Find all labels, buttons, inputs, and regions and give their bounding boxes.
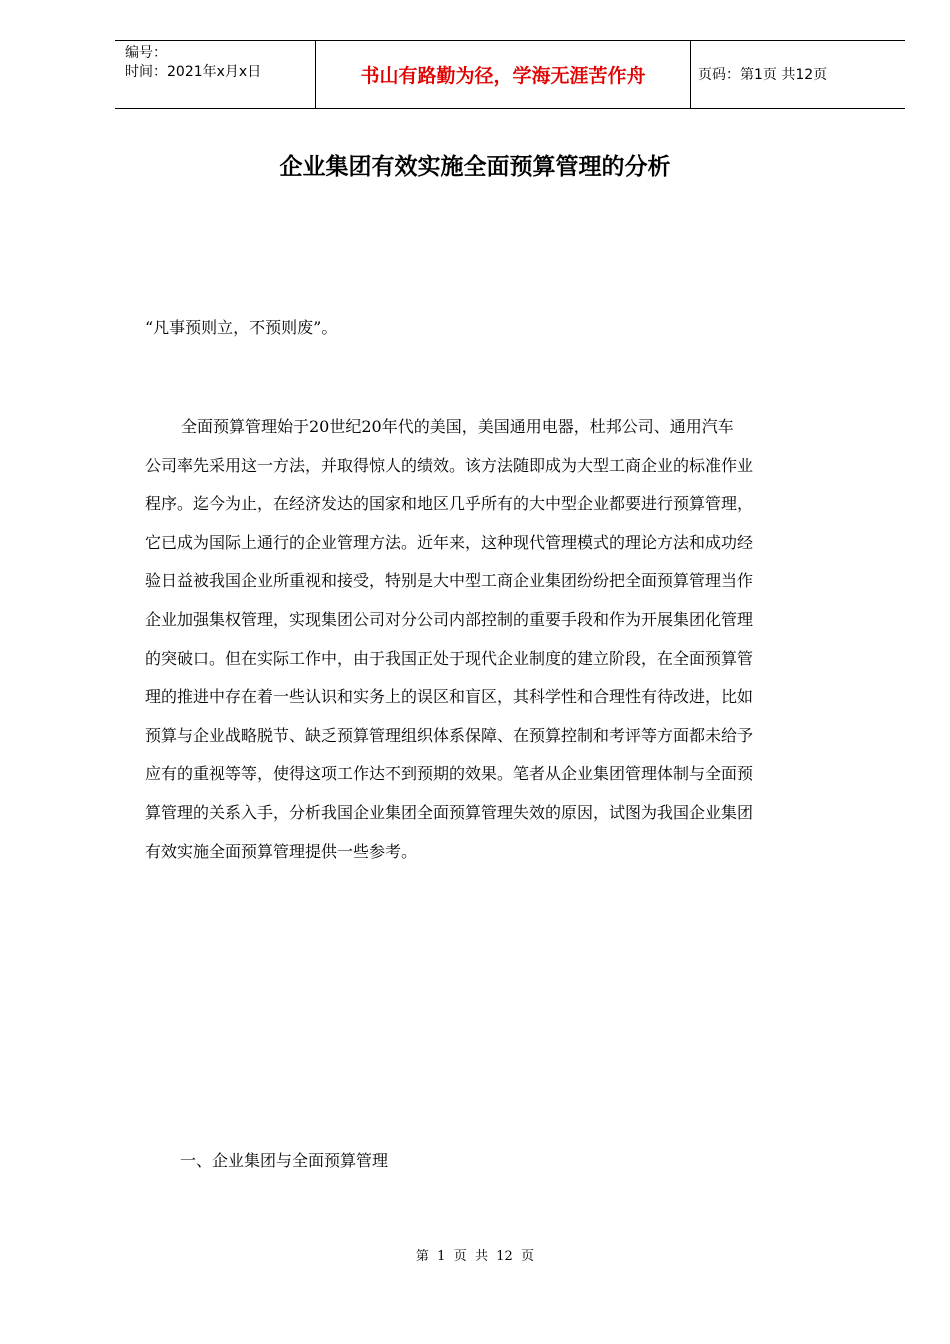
paragraph-line: 预算与企业战略脱节、缺乏预算管理组织体系保障、在预算控制和考评等方面都未给予: [145, 725, 754, 745]
section-heading: 一、企业集团与全面预算管理: [180, 1151, 389, 1170]
paragraph-line: 有效实施全面预算管理提供一些参考。: [145, 841, 418, 861]
intro-paragraph: [145, 408, 873, 871]
paragraph-line: 理的推进中存在着一些认识和实务上的误区和盲区，其科学性和合理性有待改进，比如: [145, 687, 754, 707]
paragraph-line: 算管理的关系入手，分析我国企业集团全面预算管理失效的原因，试图为我国企业集团: [145, 802, 754, 822]
paragraph-line: 企业加强集权管理，实现集团公司对分公司内部控制的重要手段和作为开展集团化管理: [145, 609, 754, 629]
document-number-label: 编号：: [125, 45, 167, 61]
paragraph-line: 验日益被我国企业所重视和接受，特别是大中型工商企业集团纷纷把全面预算管理当作: [145, 571, 754, 591]
document-time-label: 时间：2021年x月x日: [125, 64, 262, 80]
document-title: 企业集团有效实施全面预算管理的分析: [279, 153, 671, 180]
header-page-cell: [690, 41, 905, 108]
header-motto: 书山有路勤为径，学海无涯苦作舟: [360, 65, 646, 87]
paragraph-line: 公司率先采用这一方法，并取得惊人的绩效。该方法随即成为大型工商企业的标准作业: [145, 455, 754, 475]
header-motto-cell: [315, 41, 691, 108]
header-meta-cell: [115, 41, 315, 108]
opening-quote: “凡事预则立，不预则废”。: [145, 318, 338, 337]
header-page-info: 页码：第1页 共12页: [698, 67, 828, 83]
paragraph-line: 的突破口。但在实际工作中，由于我国正处于现代企业制度的建立阶段，在全面预算管: [145, 648, 754, 668]
paragraph-line: 全面预算管理始于20世纪20年代的美国，美国通用电器，杜邦公司、通用汽车: [181, 417, 734, 436]
paragraph-line: 程序。迄今为止，在经济发达的国家和地区几乎所有的大中型企业都要进行预算管理，: [145, 494, 754, 514]
page-header: [115, 40, 905, 109]
paragraph-line: 它已成为国际上通行的企业管理方法。近年来，这种现代管理模式的理论方法和成功经: [145, 532, 754, 552]
paragraph-line: 应有的重视等等，使得这项工作达不到预期的效果。笔者从企业集团管理体制与全面预: [145, 764, 754, 784]
page-footer: 第 1 页 共 12 页: [415, 1249, 535, 1264]
